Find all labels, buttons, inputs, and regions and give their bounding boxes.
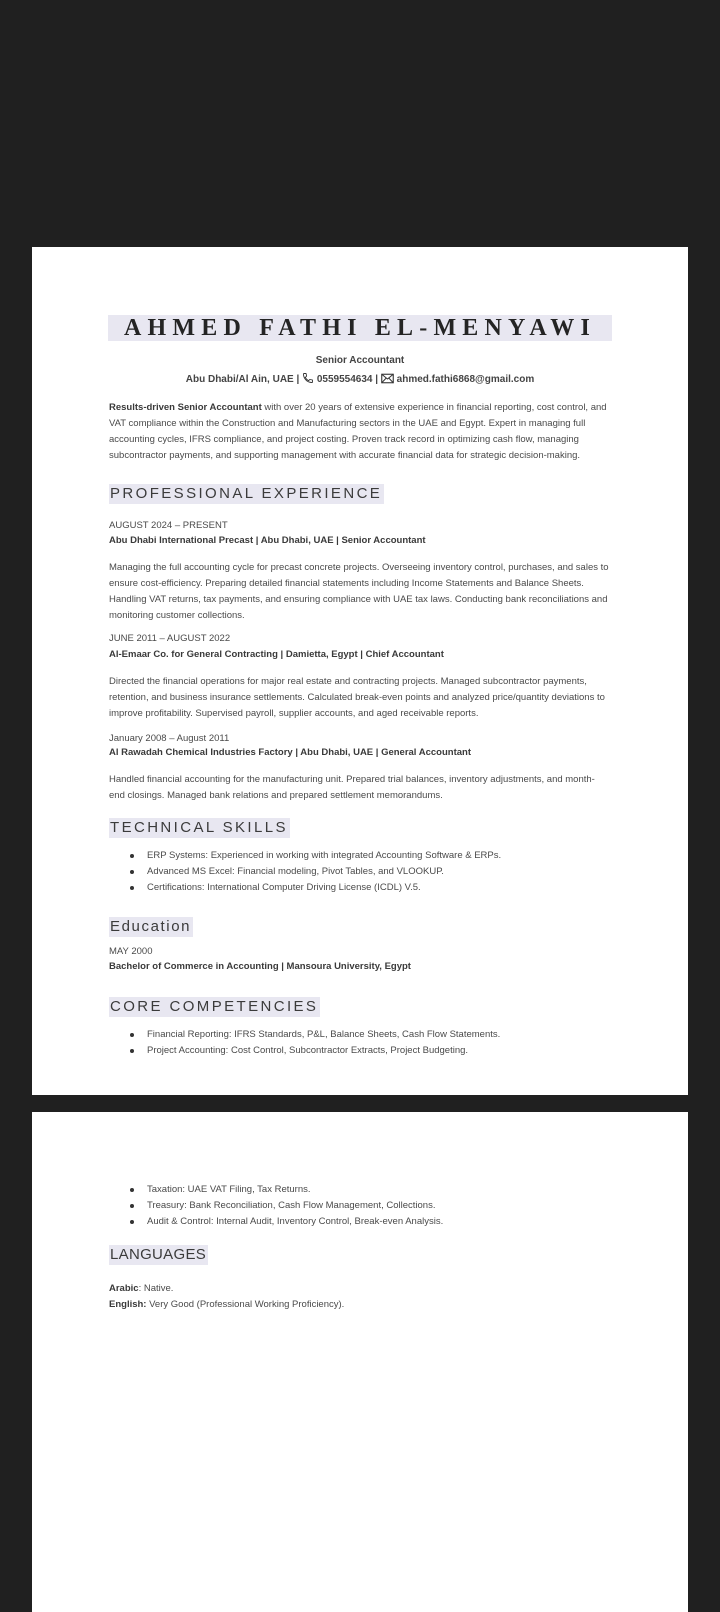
experience-3-description-block xyxy=(109,772,609,804)
language-level: : Native. xyxy=(138,1283,174,1294)
job-title: Senior Accountant xyxy=(315,355,405,366)
phone-number[interactable]: 0559554634 xyxy=(316,374,373,385)
language-name: English: xyxy=(109,1299,147,1310)
education-date: MAY 2000 xyxy=(109,946,153,957)
skills-list xyxy=(109,848,501,896)
summary-lead: Results-driven Senior Accountant xyxy=(109,402,262,413)
list-item: Project Accounting: Cost Control, Subcontractor Extracts, Project Budgeting. xyxy=(109,1043,500,1059)
resume-page-1 xyxy=(32,247,688,1095)
phone-icon xyxy=(302,374,317,385)
list-item: Financial Reporting: IFRS Standards, P&L, Balance Sheets, Cash Flow Statements. xyxy=(109,1027,500,1043)
experience-2-description: Directed the financial operations for major real estate and contracting projects. Managed subcontractor payments, retention, and business insurance settlements. Calculated break-even points and analyzed price/quantity deviations to improve profitability. Supervised payroll, supplier accounts, and aged receivable reports. xyxy=(109,676,605,719)
candidate-name: AHMED FATHI EL-MENYAWI xyxy=(108,315,612,341)
competencies-list xyxy=(109,1027,500,1059)
section-heading-skills: TECHNICAL SKILLS xyxy=(110,819,288,836)
language-english xyxy=(109,1299,344,1310)
education-degree: Bachelor of Commerce in Accounting | Mansoura University, Egypt xyxy=(109,961,411,972)
experience-1-description: Managing the full accounting cycle for precast concrete projects. Overseeing inventory control, purchases, and sales to ensure cost-efficiency. Preparing detailed financial statements including Income Statements and Balance Sheets. Handling VAT returns, tax payments, and ensuring compliance with UAE tax laws. Conducting bank reconciliations and monitoring customer collections. xyxy=(109,562,609,621)
section-heading-competencies: CORE COMPETENCIES xyxy=(110,998,319,1015)
experience-1-role: Abu Dhabi International Precast | Abu Dhabi, UAE | Senior Accountant xyxy=(109,535,426,546)
list-item: Taxation: UAE VAT Filing, Tax Returns. xyxy=(109,1182,443,1198)
competencies-list-continued xyxy=(109,1182,443,1230)
language-name: Arabic xyxy=(109,1283,139,1294)
list-item: ERP Systems: Experienced in working with integrated Accounting Software & ERPs. xyxy=(109,848,501,864)
separator: | xyxy=(375,374,379,385)
summary-text: with over 20 years of extensive experience in financial reporting, cost control, and VAT compliance within the Construction and Manufacturing sectors in the UAE and Egypt. Expert in managing full accounting cycles, IFRS compliance, and project costing. Proven track record in optimizing cash flow, managing subcontractor payments, and supporting management with accurate financial data for strategic decision-making. xyxy=(109,402,607,461)
language-arabic xyxy=(109,1283,173,1294)
section-heading-education: Education xyxy=(110,918,192,935)
envelope-icon xyxy=(381,374,397,385)
experience-2-description-block xyxy=(109,674,609,722)
contact-line xyxy=(32,372,688,385)
experience-2-role: Al-Emaar Co. for General Contracting | Damietta, Egypt | Chief Accountant xyxy=(109,649,444,660)
language-level: Very Good (Professional Working Proficiency). xyxy=(146,1299,345,1310)
experience-1-dates: AUGUST 2024 – PRESENT xyxy=(109,520,228,531)
list-item: Treasury: Bank Reconciliation, Cash Flow Management, Collections. xyxy=(109,1198,443,1214)
experience-2-dates: JUNE 2011 – AUGUST 2022 xyxy=(109,633,231,644)
list-item: Audit & Control: Internal Audit, Inventory Control, Break-even Analysis. xyxy=(109,1214,443,1230)
separator: | xyxy=(296,374,300,385)
email-address[interactable]: ahmed.fathi6868@gmail.com xyxy=(396,374,535,385)
experience-3-role: Al Rawadah Chemical Industries Factory | Abu Dhabi, UAE | General Accountant xyxy=(109,747,471,758)
section-heading-experience: PROFESSIONAL EXPERIENCE xyxy=(110,485,383,502)
list-item: Certifications: International Computer Driving License (ICDL) V.5. xyxy=(109,880,501,896)
experience-3-dates: January 2008 – August 2011 xyxy=(109,733,230,744)
experience-1-description-block xyxy=(109,560,609,624)
experience-3-description: Handled financial accounting for the manufacturing unit. Prepared trial balances, inventory adjustments, and month-end closings. Managed bank relations and prepared settlement memorandums. xyxy=(109,774,595,801)
location: Abu Dhabi/Al Ain, UAE xyxy=(185,374,294,385)
summary xyxy=(109,400,609,464)
section-heading-languages: LANGUAGES xyxy=(110,1246,207,1263)
list-item: Advanced MS Excel: Financial modeling, Pivot Tables, and VLOOKUP. xyxy=(109,864,501,880)
resume-page-2 xyxy=(32,1112,688,1612)
